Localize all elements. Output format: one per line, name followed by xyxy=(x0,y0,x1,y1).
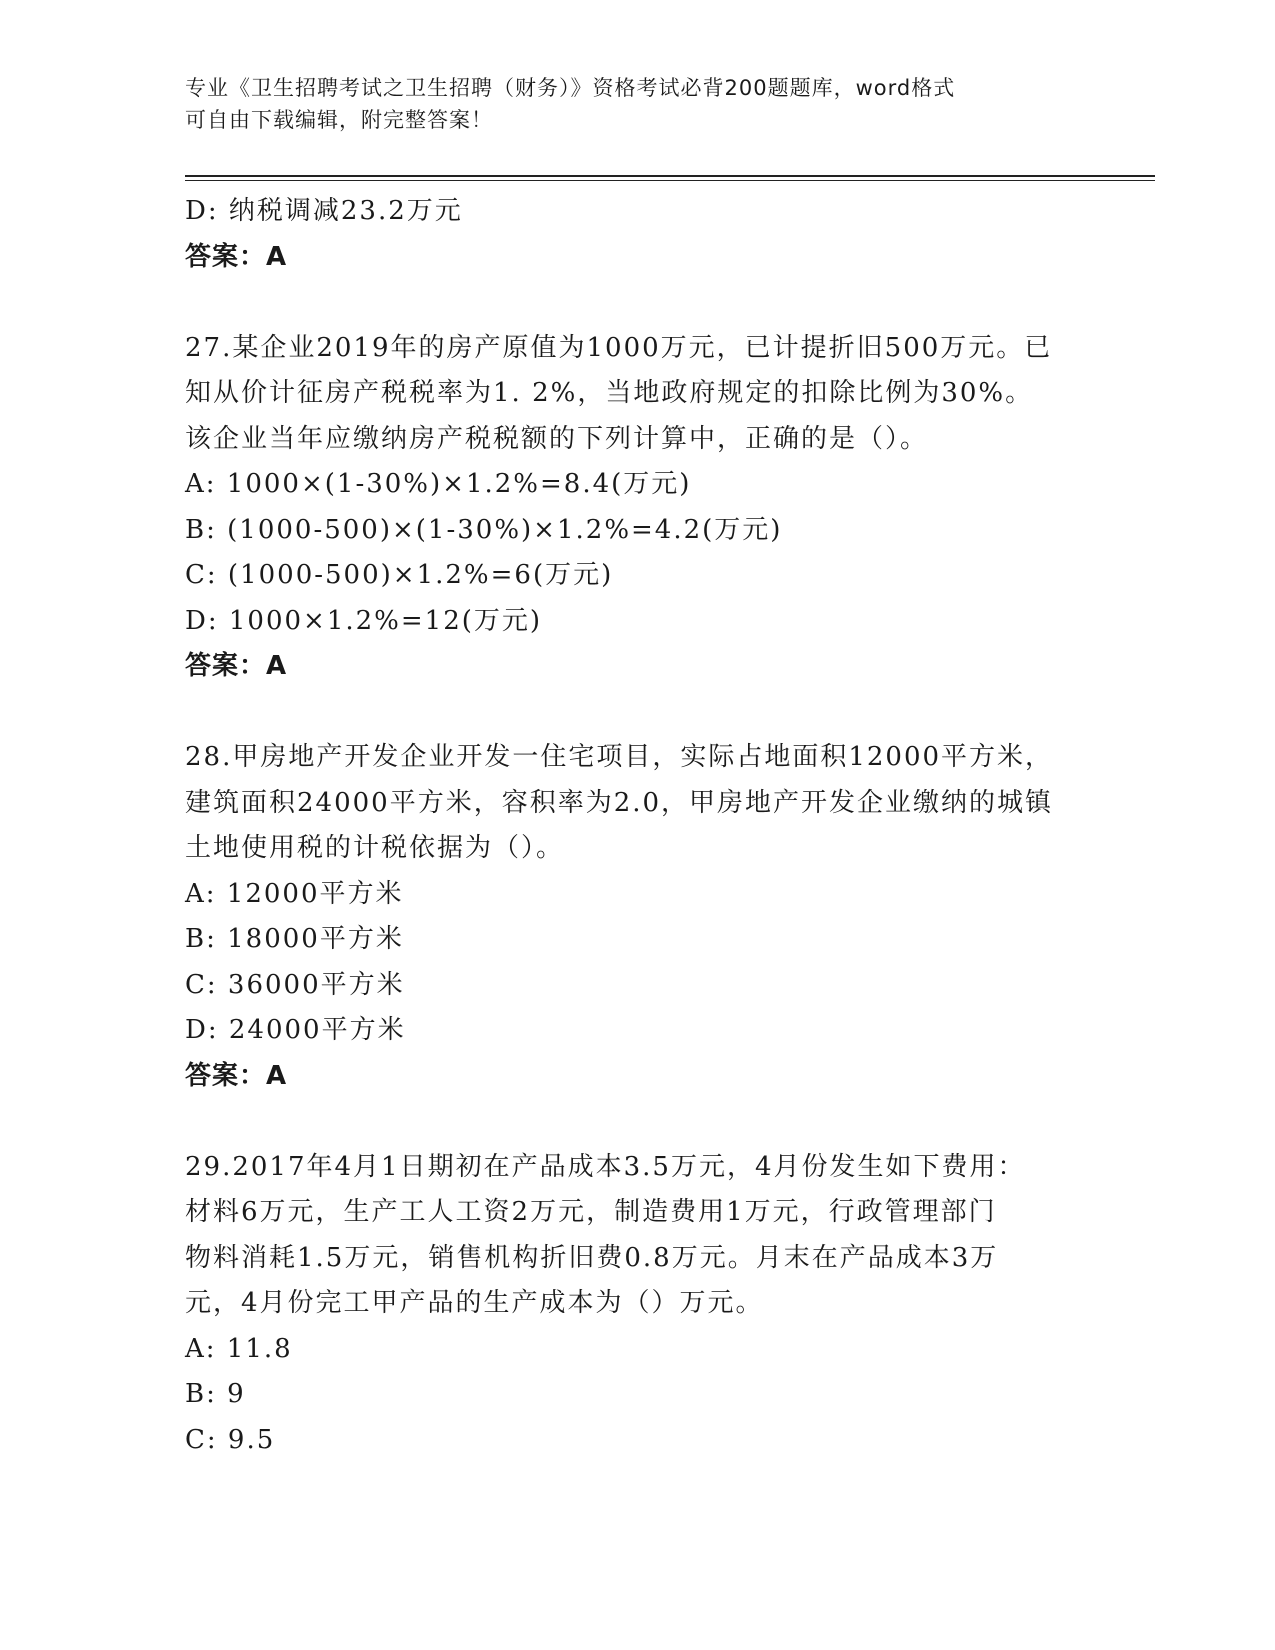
answer: 答案：A xyxy=(185,1060,288,1091)
question-27 xyxy=(185,326,1085,690)
question-text-line: 29.2017年4月1日期初在产品成本3.5万元，4月份发生如下费用： xyxy=(185,1151,1026,1182)
option-b: B: (1000-500)×(1-30%)×1.2%=4.2(万元) xyxy=(185,514,783,545)
option-c: C: 9.5 xyxy=(185,1424,276,1455)
question-29 xyxy=(185,1145,1085,1464)
option-a: A: 12000平方米 xyxy=(185,878,404,909)
option-c: C: 36000平方米 xyxy=(185,969,405,1000)
question-text-line: 该企业当年应缴纳房产税税额的下列计算中，正确的是（）。 xyxy=(185,423,929,454)
option-c: C: (1000-500)×1.2%=6(万元) xyxy=(185,560,614,590)
document-header xyxy=(185,72,1085,136)
question-text-line: 27.某企业2019年的房产原值为1000万元，已计提折旧500万元。已 xyxy=(185,332,1053,363)
option-a: A: 1000×(1-30%)×1.2%=8.4(万元) xyxy=(185,469,692,499)
option-d: D: 24000平方米 xyxy=(185,1015,406,1045)
header-line-2: 可自由下载编辑，附完整答案！ xyxy=(185,108,493,132)
option-d: D: 纳税调减23.2万元 xyxy=(185,196,463,226)
option-d: D: 1000×1.2%=12(万元) xyxy=(185,605,543,636)
question-28 xyxy=(185,735,1085,1099)
question-text-line: 物料消耗1.5万元，销售机构折旧费0.8万元。月末在产品成本3万 xyxy=(185,1242,999,1273)
spacer xyxy=(185,690,1085,736)
option-b: B: 9 xyxy=(185,1379,246,1409)
header-divider xyxy=(185,175,1155,181)
question-text-line: 元，4月份完工甲产品的生产成本为（）万元。 xyxy=(185,1288,764,1318)
question-text-line: 建筑面积24000平方米，容积率为2.0，甲房地产开发企业缴纳的城镇 xyxy=(185,787,1054,818)
header-line-1: 专业《卫生招聘考试之卫生招聘（财务）》资格考试必背200题题库，word格式 xyxy=(185,76,956,100)
previous-question-tail xyxy=(185,189,1085,280)
question-text-line: 知从价计征房产税税率为1. 2%，当地政府规定的扣除比例为30%。 xyxy=(185,378,1034,408)
spacer xyxy=(185,280,1085,326)
option-b: B: 18000平方米 xyxy=(185,924,404,954)
question-text-line: 材料6万元，生产工人工资2万元，制造费用1万元，行政管理部门 xyxy=(185,1197,997,1227)
document-body xyxy=(185,189,1085,1463)
spacer xyxy=(185,1099,1085,1145)
question-text-line: 28.甲房地产开发企业开发一住宅项目，实际占地面积12000平方米， xyxy=(185,742,1054,772)
option-a: A: 11.8 xyxy=(185,1333,293,1364)
answer: 答案：A xyxy=(185,651,288,681)
question-text-line: 土地使用税的计税依据为（）。 xyxy=(185,833,565,863)
answer: 答案：A xyxy=(185,241,288,272)
